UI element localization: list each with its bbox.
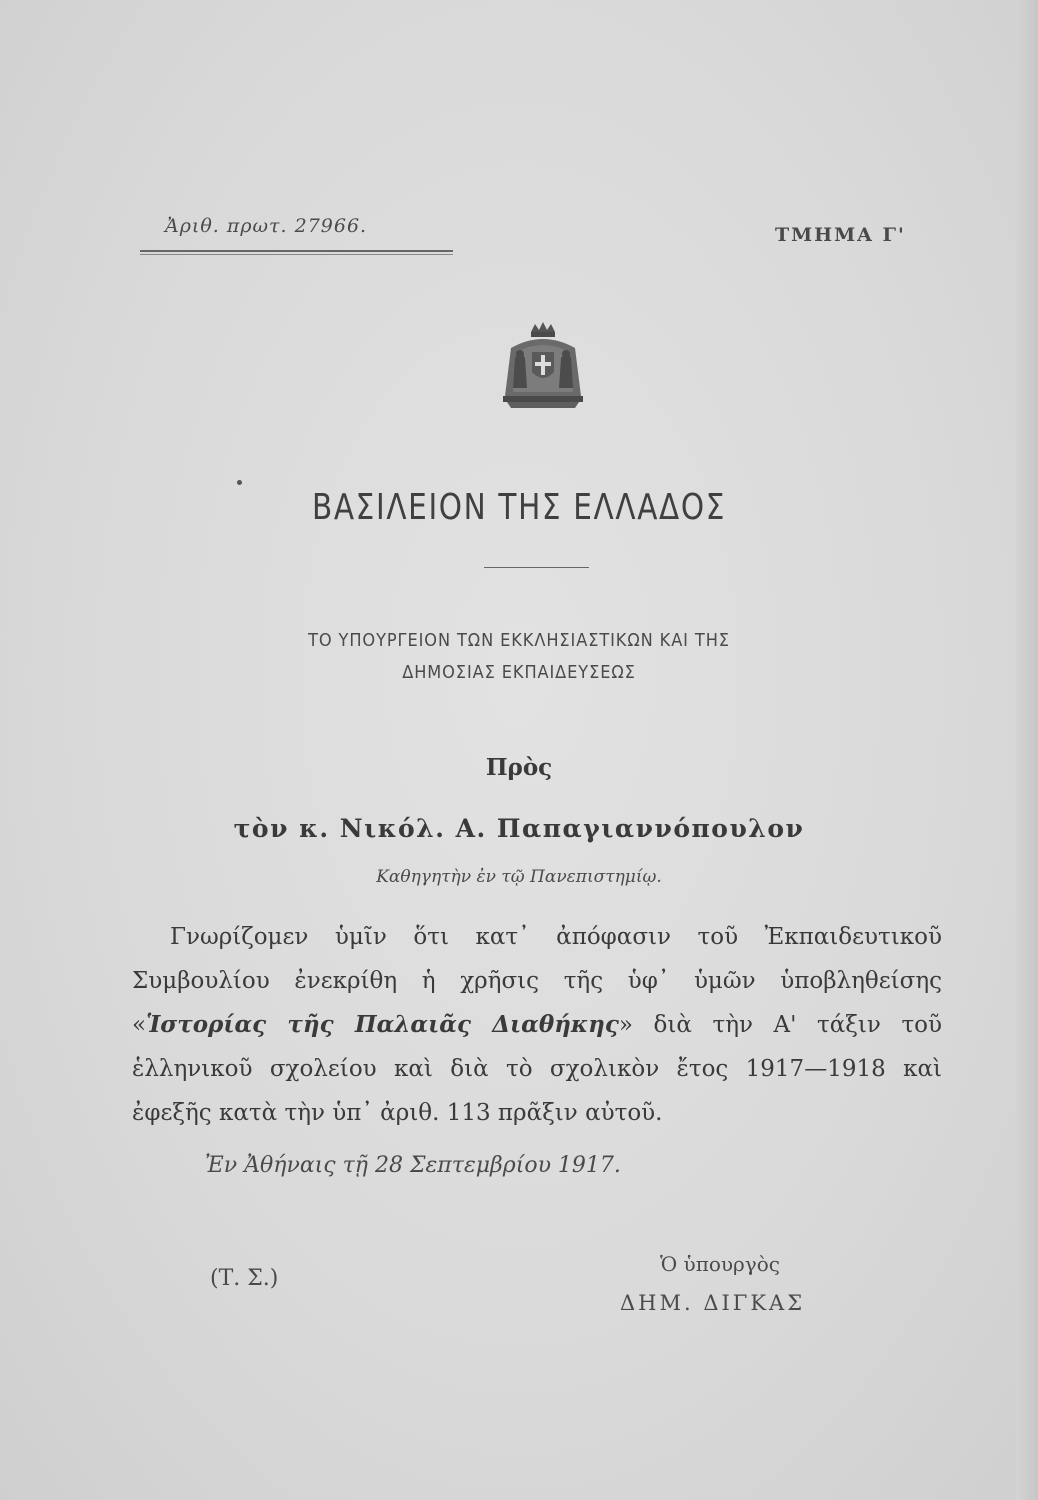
body-text-part-1: Γνωρίζομεν ὑμῖν ὅτι κατ᾽ ἀπόφασιν τοῦ Ἐκπαιδευτικοῦ Συμβουλίου ἐνεκρίθη ἡ χρῆσις τῆς ὑφ᾽ ὑμῶν ὑποβληθείσης « <box>132 924 942 1038</box>
protocol-number: Ἀριθ. πρωτ. 27966. <box>165 215 368 237</box>
recipient-position: Καθηγητὴν ἐν τῷ Πανεπιστημίῳ. <box>376 867 662 887</box>
page-edge <box>1016 0 1038 1500</box>
title-divider <box>484 567 589 568</box>
kingdom-title: ΒΑΣΙΛΕΙΟΝ ΤΗΣ ΕΛΛΑΔΟΣ <box>311 487 727 528</box>
address-to: Πρὸς <box>485 754 553 781</box>
ministry-line-1: ΤΟ ΥΠΟΥΡΓΕΙΟΝ ΤΩΝ ΕΚΚΛΗΣΙΑΣΤΙΚΩΝ ΚΑΙ ΤΗΣ <box>308 630 730 651</box>
recipient-name: τὸν κ. Νικόλ. Α. Παπαγιαννόπουλον <box>233 814 805 843</box>
book-title: Ἱστορίας τῆς Παλαιᾶς Διαθήκης <box>146 1011 619 1038</box>
ministry-line-2: ΔΗΜΟΣΙΑΣ ΕΚΠΑΙΔΕΥΣΕΩΣ <box>402 662 636 683</box>
section-label: ΤΜΗΜΑ Γ' <box>775 224 906 246</box>
body-text-part-2: » διὰ τὴν Α' τάξιν τοῦ ἑλληνικοῦ σχολείου καὶ διὰ τὸ σχολικὸν ἔτος 1917—1918 καὶ ἐφεξῆς κατὰ τὴν ὑπ᾽ ἀριθ. 113 πρᾶξιν αὐτοῦ. <box>132 1012 942 1126</box>
letter-paragraph <box>132 915 942 1135</box>
minister-name: ΔΗΜ. ΔΙΓΚΑΣ <box>620 1291 806 1315</box>
letter-body <box>132 915 942 1135</box>
seal-mark: (Τ. Σ.) <box>210 1266 279 1291</box>
ink-speck <box>237 480 242 485</box>
protocol-underline <box>140 250 453 252</box>
protocol-underline-secondary <box>140 254 453 255</box>
date-line: Ἐν Ἀθήναις τῇ 28 Σεπτεμβρίου 1917. <box>205 1153 621 1178</box>
royal-coat-of-arms-icon <box>497 318 589 410</box>
minister-title: Ὁ ὑπουργὸς <box>660 1252 780 1276</box>
